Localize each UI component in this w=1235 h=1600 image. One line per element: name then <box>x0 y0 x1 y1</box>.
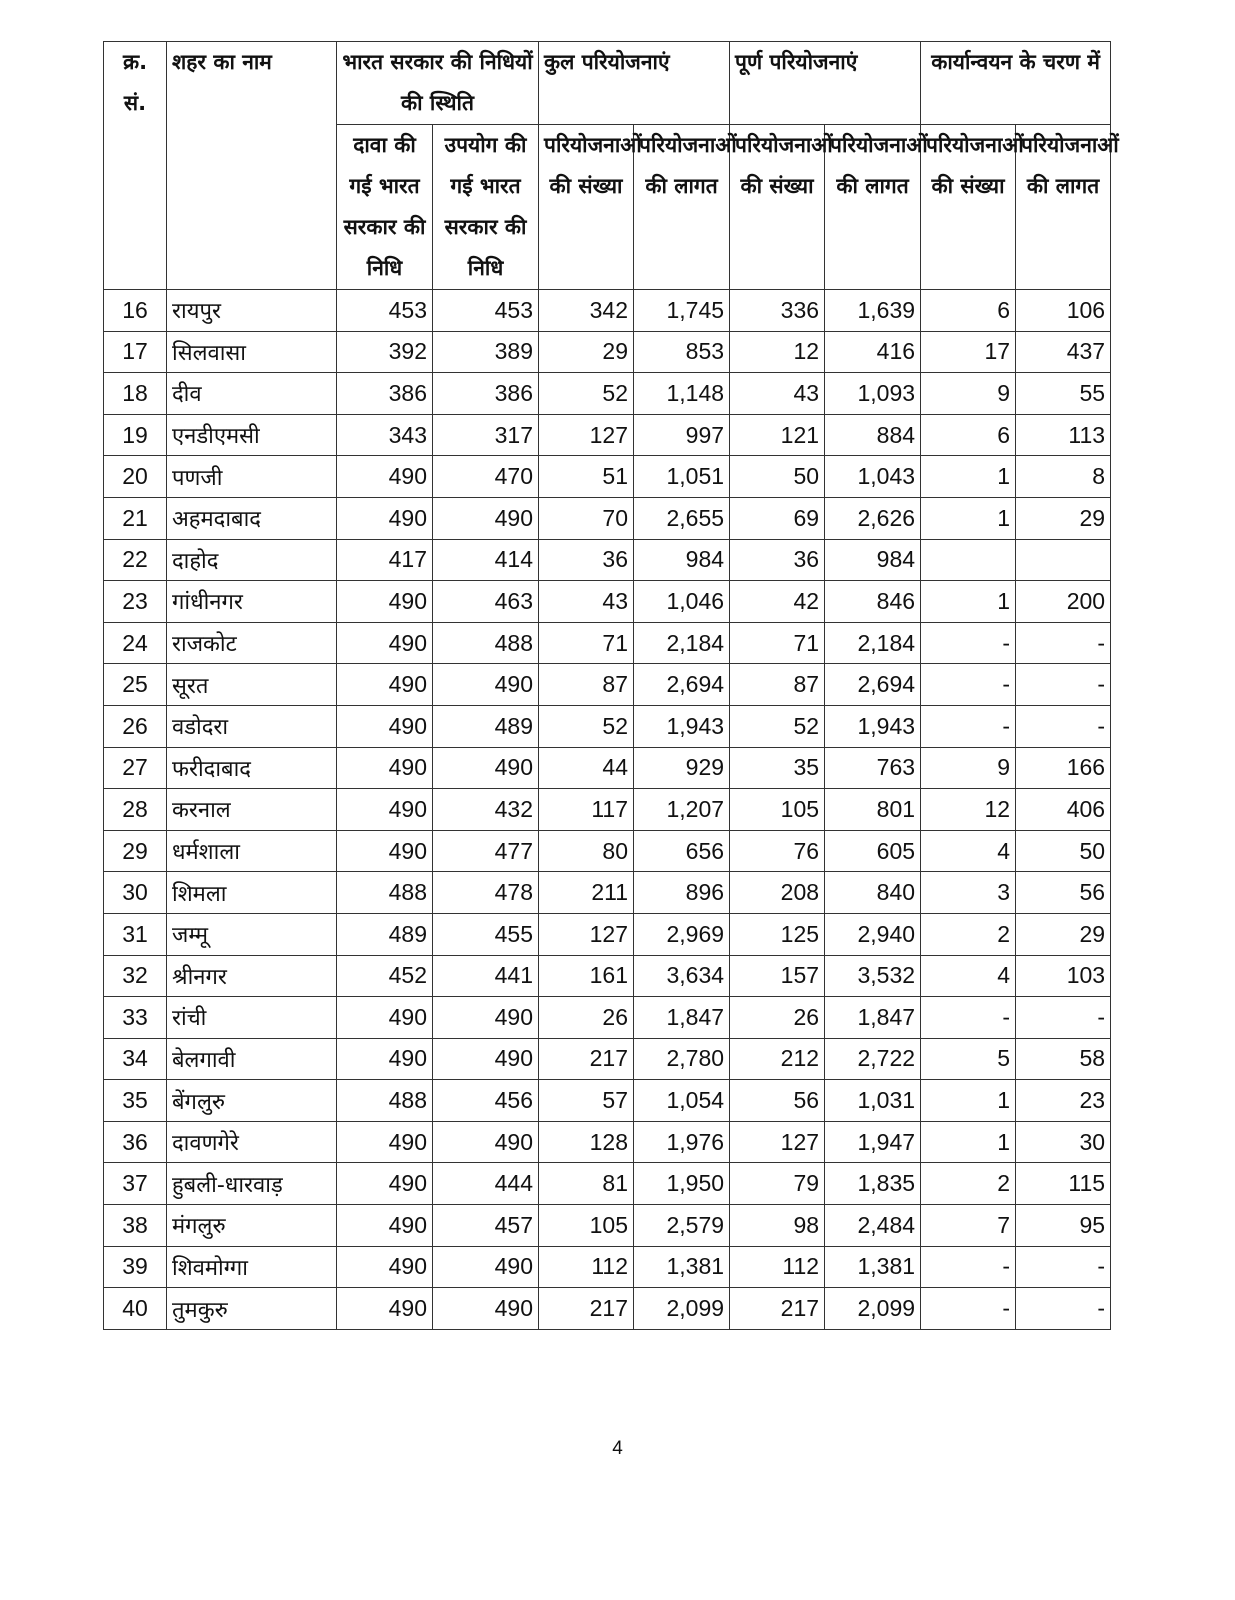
cell-total-count: 217 <box>539 1038 634 1080</box>
cell-impl-count: - <box>921 705 1016 747</box>
cell-utilized: 453 <box>433 290 539 332</box>
cell-city: करनाल <box>167 789 337 831</box>
cell-impl-cost: 437 <box>1016 331 1111 373</box>
cell-claimed: 343 <box>337 414 433 456</box>
cell-utilized: 490 <box>433 1288 539 1330</box>
cell-impl-cost: 29 <box>1016 497 1111 539</box>
table-row <box>104 1163 1111 1205</box>
cell-impl-count: 1 <box>921 497 1016 539</box>
header-total-count: परियोजनाओं की संख्या <box>539 125 634 290</box>
cell-done-count: 12 <box>730 331 825 373</box>
cell-claimed: 490 <box>337 581 433 623</box>
cell-done-count: 157 <box>730 955 825 997</box>
cell-claimed: 452 <box>337 955 433 997</box>
cell-sno: 22 <box>104 539 167 581</box>
cell-city: बेंगलुरु <box>167 1080 337 1122</box>
cell-utilized: 414 <box>433 539 539 581</box>
cell-done-count: 79 <box>730 1163 825 1205</box>
cell-city: बेलगावी <box>167 1038 337 1080</box>
cell-impl-count: 9 <box>921 747 1016 789</box>
cell-sno: 23 <box>104 581 167 623</box>
cell-impl-cost: 113 <box>1016 414 1111 456</box>
cell-impl-cost: - <box>1016 1288 1111 1330</box>
cell-total-cost: 3,634 <box>634 955 730 997</box>
cell-claimed: 490 <box>337 1163 433 1205</box>
cell-done-cost: 1,943 <box>825 705 921 747</box>
cell-utilized: 463 <box>433 581 539 623</box>
cell-total-count: 43 <box>539 581 634 623</box>
cell-total-count: 105 <box>539 1205 634 1247</box>
cell-impl-cost: 29 <box>1016 913 1111 955</box>
cell-claimed: 489 <box>337 913 433 955</box>
cell-utilized: 489 <box>433 705 539 747</box>
cell-utilized: 490 <box>433 497 539 539</box>
header-row-group <box>104 42 1111 125</box>
cell-done-cost: 1,639 <box>825 290 921 332</box>
cell-claimed: 417 <box>337 539 433 581</box>
table-row <box>104 456 1111 498</box>
cell-total-cost: 1,207 <box>634 789 730 831</box>
header-goi-funds: भारत सरकार की निधियों की स्थिति <box>337 42 539 125</box>
cell-sno: 29 <box>104 830 167 872</box>
header-sno: क्र. सं. <box>104 42 167 290</box>
header-utilized: उपयोग की गई भारत सरकार की निधि <box>433 125 539 290</box>
cell-total-count: 127 <box>539 414 634 456</box>
cell-impl-count: 17 <box>921 331 1016 373</box>
cell-total-count: 51 <box>539 456 634 498</box>
cell-done-cost: 1,835 <box>825 1163 921 1205</box>
cell-sno: 17 <box>104 331 167 373</box>
table-row <box>104 1038 1111 1080</box>
cell-claimed: 490 <box>337 622 433 664</box>
cell-done-cost: 884 <box>825 414 921 456</box>
cell-done-cost: 1,093 <box>825 373 921 415</box>
cell-done-count: 112 <box>730 1246 825 1288</box>
table-row <box>104 497 1111 539</box>
header-total-cost: परियोजनाओं की लागत <box>634 125 730 290</box>
cell-utilized: 455 <box>433 913 539 955</box>
cell-total-cost: 1,051 <box>634 456 730 498</box>
cell-total-cost: 929 <box>634 747 730 789</box>
cell-impl-count: 6 <box>921 414 1016 456</box>
cell-impl-count: 1 <box>921 1080 1016 1122</box>
cell-done-count: 26 <box>730 997 825 1039</box>
cell-sno: 28 <box>104 789 167 831</box>
cell-claimed: 490 <box>337 1288 433 1330</box>
cell-utilized: 490 <box>433 747 539 789</box>
table-row <box>104 872 1111 914</box>
table-row <box>104 1080 1111 1122</box>
table-row <box>104 373 1111 415</box>
cell-claimed: 490 <box>337 830 433 872</box>
cell-utilized: 317 <box>433 414 539 456</box>
cell-sno: 34 <box>104 1038 167 1080</box>
cell-utilized: 490 <box>433 1121 539 1163</box>
cell-utilized: 478 <box>433 872 539 914</box>
cell-total-count: 26 <box>539 997 634 1039</box>
cell-impl-cost <box>1016 539 1111 581</box>
table-row <box>104 955 1111 997</box>
cell-total-cost: 2,099 <box>634 1288 730 1330</box>
cell-utilized: 456 <box>433 1080 539 1122</box>
cell-done-cost: 1,847 <box>825 997 921 1039</box>
cell-impl-count: - <box>921 997 1016 1039</box>
cell-city: राजकोट <box>167 622 337 664</box>
cell-claimed: 490 <box>337 1121 433 1163</box>
cell-impl-count: 4 <box>921 955 1016 997</box>
cell-city: शिमला <box>167 872 337 914</box>
cell-impl-cost: 55 <box>1016 373 1111 415</box>
cell-utilized: 490 <box>433 664 539 706</box>
cell-done-count: 69 <box>730 497 825 539</box>
cell-utilized: 470 <box>433 456 539 498</box>
cell-impl-count: 1 <box>921 581 1016 623</box>
cell-impl-cost: 50 <box>1016 830 1111 872</box>
cell-utilized: 441 <box>433 955 539 997</box>
table-row <box>104 1121 1111 1163</box>
cell-sno: 37 <box>104 1163 167 1205</box>
cell-utilized: 490 <box>433 997 539 1039</box>
cell-claimed: 488 <box>337 872 433 914</box>
cell-claimed: 490 <box>337 664 433 706</box>
cell-impl-cost: - <box>1016 997 1111 1039</box>
cell-done-cost: 2,099 <box>825 1288 921 1330</box>
cell-sno: 27 <box>104 747 167 789</box>
cell-done-count: 42 <box>730 581 825 623</box>
cell-total-count: 117 <box>539 789 634 831</box>
cell-total-count: 112 <box>539 1246 634 1288</box>
cell-total-count: 80 <box>539 830 634 872</box>
table-row <box>104 1205 1111 1247</box>
cell-sno: 25 <box>104 664 167 706</box>
cell-utilized: 432 <box>433 789 539 831</box>
cell-sno: 38 <box>104 1205 167 1247</box>
cell-city: फरीदाबाद <box>167 747 337 789</box>
header-claimed: दावा की गई भारत सरकार की निधि <box>337 125 433 290</box>
cell-impl-cost: 8 <box>1016 456 1111 498</box>
cell-utilized: 490 <box>433 1246 539 1288</box>
cell-total-cost: 1,847 <box>634 997 730 1039</box>
page-number: 4 <box>612 1438 623 1459</box>
cell-total-count: 127 <box>539 913 634 955</box>
header-completed-projects: पूर्ण परियोजनाएं <box>730 42 921 125</box>
cell-total-count: 52 <box>539 705 634 747</box>
cell-city: जम्मू <box>167 913 337 955</box>
cell-total-count: 211 <box>539 872 634 914</box>
cell-done-cost: 3,532 <box>825 955 921 997</box>
cell-impl-count: 4 <box>921 830 1016 872</box>
cell-city: तुमकुरु <box>167 1288 337 1330</box>
cell-city: गांधीनगर <box>167 581 337 623</box>
cell-impl-cost: - <box>1016 622 1111 664</box>
cell-total-cost: 896 <box>634 872 730 914</box>
cell-sno: 16 <box>104 290 167 332</box>
cell-sno: 21 <box>104 497 167 539</box>
cell-done-cost: 2,184 <box>825 622 921 664</box>
cell-done-cost: 1,043 <box>825 456 921 498</box>
cell-city: धर्मशाला <box>167 830 337 872</box>
cell-done-count: 208 <box>730 872 825 914</box>
cell-impl-cost: - <box>1016 664 1111 706</box>
cell-sno: 30 <box>104 872 167 914</box>
cell-total-cost: 1,950 <box>634 1163 730 1205</box>
cell-city: पणजी <box>167 456 337 498</box>
cell-done-count: 217 <box>730 1288 825 1330</box>
table-row <box>104 414 1111 456</box>
cell-done-cost: 846 <box>825 581 921 623</box>
cell-impl-cost: 30 <box>1016 1121 1111 1163</box>
cell-done-count: 105 <box>730 789 825 831</box>
cell-done-count: 76 <box>730 830 825 872</box>
cell-impl-count: 12 <box>921 789 1016 831</box>
cell-impl-count: 2 <box>921 1163 1016 1205</box>
cell-impl-count: 3 <box>921 872 1016 914</box>
cell-sno: 18 <box>104 373 167 415</box>
cell-done-count: 87 <box>730 664 825 706</box>
cell-claimed: 490 <box>337 747 433 789</box>
cell-sno: 31 <box>104 913 167 955</box>
cell-impl-count: - <box>921 1288 1016 1330</box>
table-row <box>104 331 1111 373</box>
cell-total-cost: 2,579 <box>634 1205 730 1247</box>
cell-done-count: 98 <box>730 1205 825 1247</box>
cell-city: अहमदाबाद <box>167 497 337 539</box>
cell-impl-cost: 56 <box>1016 872 1111 914</box>
cell-done-cost: 1,031 <box>825 1080 921 1122</box>
cell-done-cost: 2,940 <box>825 913 921 955</box>
cell-impl-count: 6 <box>921 290 1016 332</box>
cell-impl-cost: 200 <box>1016 581 1111 623</box>
cell-total-count: 36 <box>539 539 634 581</box>
cell-total-cost: 1,745 <box>634 290 730 332</box>
cell-utilized: 444 <box>433 1163 539 1205</box>
cell-total-cost: 853 <box>634 331 730 373</box>
cell-done-count: 36 <box>730 539 825 581</box>
cell-city: दाहोद <box>167 539 337 581</box>
cell-claimed: 488 <box>337 1080 433 1122</box>
cell-sno: 39 <box>104 1246 167 1288</box>
cell-impl-count: 1 <box>921 456 1016 498</box>
header-total-projects: कुल परियोजनाएं <box>539 42 730 125</box>
cell-done-count: 212 <box>730 1038 825 1080</box>
table-row <box>104 664 1111 706</box>
cell-done-count: 52 <box>730 705 825 747</box>
cell-impl-count: 2 <box>921 913 1016 955</box>
cell-total-cost: 2,655 <box>634 497 730 539</box>
cell-total-cost: 2,694 <box>634 664 730 706</box>
cell-claimed: 386 <box>337 373 433 415</box>
cell-sno: 36 <box>104 1121 167 1163</box>
cell-total-cost: 656 <box>634 830 730 872</box>
table-row <box>104 830 1111 872</box>
cell-impl-count: - <box>921 664 1016 706</box>
cell-done-count: 43 <box>730 373 825 415</box>
cell-sno: 26 <box>104 705 167 747</box>
cell-done-cost: 2,722 <box>825 1038 921 1080</box>
header-impl-cost: परियोजनाओं की लागत <box>1016 125 1111 290</box>
cell-sno: 24 <box>104 622 167 664</box>
cell-utilized: 457 <box>433 1205 539 1247</box>
table-row <box>104 539 1111 581</box>
cell-total-count: 29 <box>539 331 634 373</box>
cell-city: वडोदरा <box>167 705 337 747</box>
cell-total-cost: 1,381 <box>634 1246 730 1288</box>
cell-done-count: 71 <box>730 622 825 664</box>
cell-done-cost: 763 <box>825 747 921 789</box>
cell-done-count: 50 <box>730 456 825 498</box>
cell-total-count: 87 <box>539 664 634 706</box>
cell-total-count: 70 <box>539 497 634 539</box>
city-projects-table <box>103 41 1119 1330</box>
cell-total-count: 81 <box>539 1163 634 1205</box>
cell-impl-cost: - <box>1016 1246 1111 1288</box>
cell-total-count: 161 <box>539 955 634 997</box>
cell-city: रांची <box>167 997 337 1039</box>
cell-total-count: 128 <box>539 1121 634 1163</box>
cell-done-count: 121 <box>730 414 825 456</box>
cell-city: मंगलुरु <box>167 1205 337 1247</box>
cell-claimed: 392 <box>337 331 433 373</box>
table-row <box>104 789 1111 831</box>
cell-impl-cost: 406 <box>1016 789 1111 831</box>
cell-utilized: 488 <box>433 622 539 664</box>
header-done-cost: परियोजनाओं की लागत <box>825 125 921 290</box>
cell-total-cost: 1,148 <box>634 373 730 415</box>
cell-claimed: 490 <box>337 705 433 747</box>
header-done-count: परियोजनाओं की संख्या <box>730 125 825 290</box>
cell-utilized: 477 <box>433 830 539 872</box>
cell-total-count: 217 <box>539 1288 634 1330</box>
cell-impl-count: 9 <box>921 373 1016 415</box>
table-row <box>104 622 1111 664</box>
cell-city: एनडीएमसी <box>167 414 337 456</box>
cell-utilized: 386 <box>433 373 539 415</box>
cell-done-cost: 2,694 <box>825 664 921 706</box>
cell-sno: 40 <box>104 1288 167 1330</box>
cell-impl-cost: 23 <box>1016 1080 1111 1122</box>
cell-total-cost: 1,046 <box>634 581 730 623</box>
cell-total-count: 44 <box>539 747 634 789</box>
table-row <box>104 705 1111 747</box>
cell-city: श्रीनगर <box>167 955 337 997</box>
cell-city: सिलवासा <box>167 331 337 373</box>
table-row <box>104 581 1111 623</box>
cell-total-cost: 2,969 <box>634 913 730 955</box>
table-row <box>104 290 1111 332</box>
cell-total-count: 342 <box>539 290 634 332</box>
cell-done-cost: 2,626 <box>825 497 921 539</box>
cell-total-count: 57 <box>539 1080 634 1122</box>
cell-impl-count: 5 <box>921 1038 1016 1080</box>
header-city: शहर का नाम <box>167 42 337 290</box>
cell-impl-cost: 166 <box>1016 747 1111 789</box>
table-row <box>104 747 1111 789</box>
cell-done-cost: 801 <box>825 789 921 831</box>
cell-total-cost: 1,976 <box>634 1121 730 1163</box>
table-row <box>104 1288 1111 1330</box>
cell-done-cost: 1,947 <box>825 1121 921 1163</box>
cell-impl-count: - <box>921 622 1016 664</box>
table-row <box>104 997 1111 1039</box>
table-row <box>104 913 1111 955</box>
cell-total-count: 71 <box>539 622 634 664</box>
cell-claimed: 490 <box>337 497 433 539</box>
cell-done-cost: 2,484 <box>825 1205 921 1247</box>
table-row <box>104 1246 1111 1288</box>
cell-done-count: 336 <box>730 290 825 332</box>
cell-sno: 20 <box>104 456 167 498</box>
cell-impl-count: 1 <box>921 1121 1016 1163</box>
cell-total-cost: 997 <box>634 414 730 456</box>
cell-impl-count <box>921 539 1016 581</box>
cell-city: हुबली-धारवाड़ <box>167 1163 337 1205</box>
cell-impl-count: 7 <box>921 1205 1016 1247</box>
cell-done-count: 56 <box>730 1080 825 1122</box>
cell-impl-cost: - <box>1016 705 1111 747</box>
cell-claimed: 490 <box>337 1205 433 1247</box>
cell-city: रायपुर <box>167 290 337 332</box>
cell-city: शिवमोग्गा <box>167 1246 337 1288</box>
cell-impl-cost: 106 <box>1016 290 1111 332</box>
cell-impl-cost: 115 <box>1016 1163 1111 1205</box>
cell-done-cost: 605 <box>825 830 921 872</box>
cell-sno: 33 <box>104 997 167 1039</box>
table-body <box>104 290 1111 1330</box>
cell-utilized: 389 <box>433 331 539 373</box>
cell-impl-cost: 58 <box>1016 1038 1111 1080</box>
cell-done-cost: 984 <box>825 539 921 581</box>
cell-claimed: 490 <box>337 1038 433 1080</box>
cell-done-count: 127 <box>730 1121 825 1163</box>
cell-city: सूरत <box>167 664 337 706</box>
cell-total-cost: 2,780 <box>634 1038 730 1080</box>
cell-sno: 35 <box>104 1080 167 1122</box>
cell-done-count: 125 <box>730 913 825 955</box>
cell-claimed: 490 <box>337 456 433 498</box>
cell-utilized: 490 <box>433 1038 539 1080</box>
cell-done-count: 35 <box>730 747 825 789</box>
cell-claimed: 453 <box>337 290 433 332</box>
cell-city: दीव <box>167 373 337 415</box>
cell-total-count: 52 <box>539 373 634 415</box>
cell-total-cost: 984 <box>634 539 730 581</box>
cell-total-cost: 1,943 <box>634 705 730 747</box>
cell-claimed: 490 <box>337 789 433 831</box>
cell-total-cost: 2,184 <box>634 622 730 664</box>
header-impl-count: परियोजनाओं की संख्या <box>921 125 1016 290</box>
cell-done-cost: 1,381 <box>825 1246 921 1288</box>
cell-claimed: 490 <box>337 1246 433 1288</box>
cell-impl-cost: 95 <box>1016 1205 1111 1247</box>
cell-total-cost: 1,054 <box>634 1080 730 1122</box>
cell-done-cost: 416 <box>825 331 921 373</box>
cell-claimed: 490 <box>337 997 433 1039</box>
cell-sno: 32 <box>104 955 167 997</box>
cell-impl-cost: 103 <box>1016 955 1111 997</box>
header-under-implementation: कार्यान्वयन के चरण में <box>921 42 1111 125</box>
cell-impl-count: - <box>921 1246 1016 1288</box>
cell-city: दावणगेरे <box>167 1121 337 1163</box>
cell-sno: 19 <box>104 414 167 456</box>
cell-done-cost: 840 <box>825 872 921 914</box>
